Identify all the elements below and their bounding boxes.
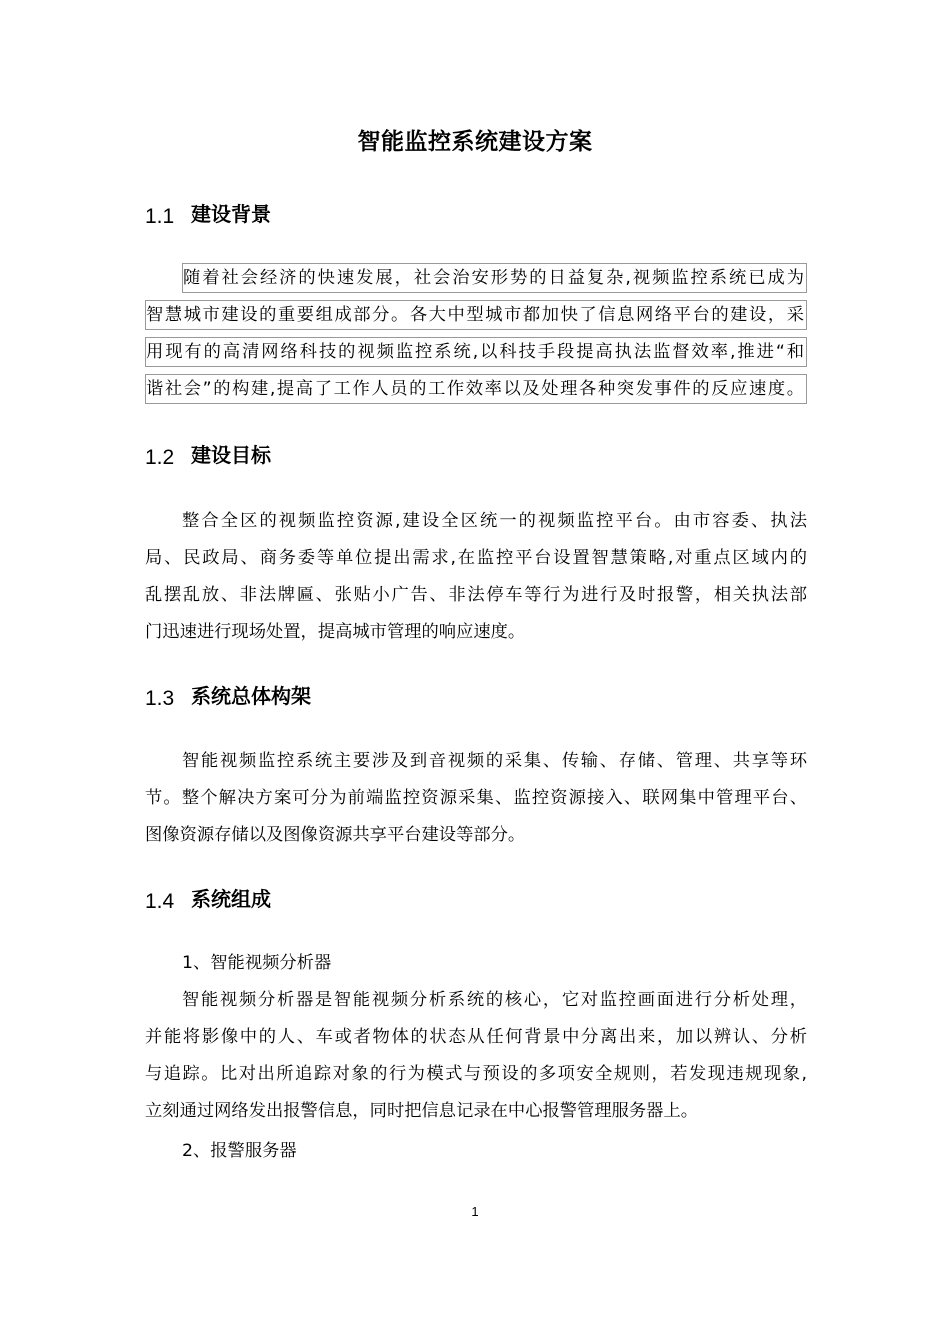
section-title: 建设目标 [191, 443, 271, 467]
paragraph-line: 智慧城市建设的重要组成部分。各大中型城市都加快了信息网络平台的建设，采 [145, 300, 807, 330]
section-heading-goals [145, 437, 271, 473]
paragraph-line: 节。整个解决方案可分为前端监控资源采集、监控资源接入、联网集中管理平台、 [145, 788, 807, 808]
section-number: 1.4 [145, 890, 175, 913]
paragraph-line: 乱摆乱放、非法牌匾、张贴小广告、非法停车等行为进行及时报警，相关执法部 [145, 585, 807, 605]
paragraph-line: 立刻通过网络发出报警信息，同时把信息记录在中心报警管理服务器上。 [145, 1101, 699, 1121]
paragraph-line: 图像资源存储以及图像资源共享平台建设等部分。 [145, 825, 526, 845]
section-number: 1.2 [145, 446, 175, 469]
paragraph-line: 智能视频分析器是智能视频分析系统的核心，它对监控画面进行分析处理， [182, 990, 807, 1010]
section-number: 1.1 [145, 205, 175, 228]
section-heading-architecture [145, 678, 311, 714]
paragraph-line: 并能将影像中的人、车或者物体的状态从任何背景中分离出来，加以辨认、分析 [145, 1027, 807, 1047]
paragraph-line: 随着社会经济的快速发展，社会治安形势的日益复杂,视频监控系统已成为 [182, 263, 807, 293]
paragraph-line: 与追踪。比对出所追踪对象的行为模式与预设的多项安全规则，若发现违规现象, [145, 1064, 807, 1084]
list-item-label: 1、智能视频分析器 [182, 953, 332, 973]
paragraph-line: 门迅速进行现场处置，提高城市管理的响应速度。 [145, 622, 526, 642]
paragraph-video-analyzer [145, 982, 807, 1130]
section-heading-background [145, 196, 271, 232]
paragraph-line: 用现有的高清网络科技的视频监控系统,以科技手段提高执法监督效率,推进“和 [145, 337, 807, 367]
section-number: 1.3 [145, 687, 175, 710]
paragraph-line: 谐社会”的构建,提高了工作人员的工作效率以及处理各种突发事件的反应速度。 [145, 374, 807, 404]
section-title: 建设背景 [191, 202, 271, 226]
paragraph-background [145, 263, 807, 411]
paragraph-architecture [145, 743, 807, 854]
section-title: 系统总体构架 [191, 684, 311, 708]
paragraph-goals [145, 503, 807, 651]
section-title: 系统组成 [191, 887, 271, 911]
list-item-label: 2、报警服务器 [182, 1141, 297, 1161]
section-heading-components [145, 881, 271, 917]
paragraph-line: 局、民政局、商务委等单位提出需求,在监控平台设置智慧策略,对重点区域内的 [145, 548, 807, 568]
document-title: 智能监控系统建设方案 [357, 129, 593, 155]
page-number: 1 [471, 1204, 479, 1219]
paragraph-line: 智能视频监控系统主要涉及到音视频的采集、传输、存储、管理、共享等环 [182, 751, 807, 771]
paragraph-line: 整合全区的视频监控资源,建设全区统一的视频监控平台。由市容委、执法 [182, 511, 807, 531]
